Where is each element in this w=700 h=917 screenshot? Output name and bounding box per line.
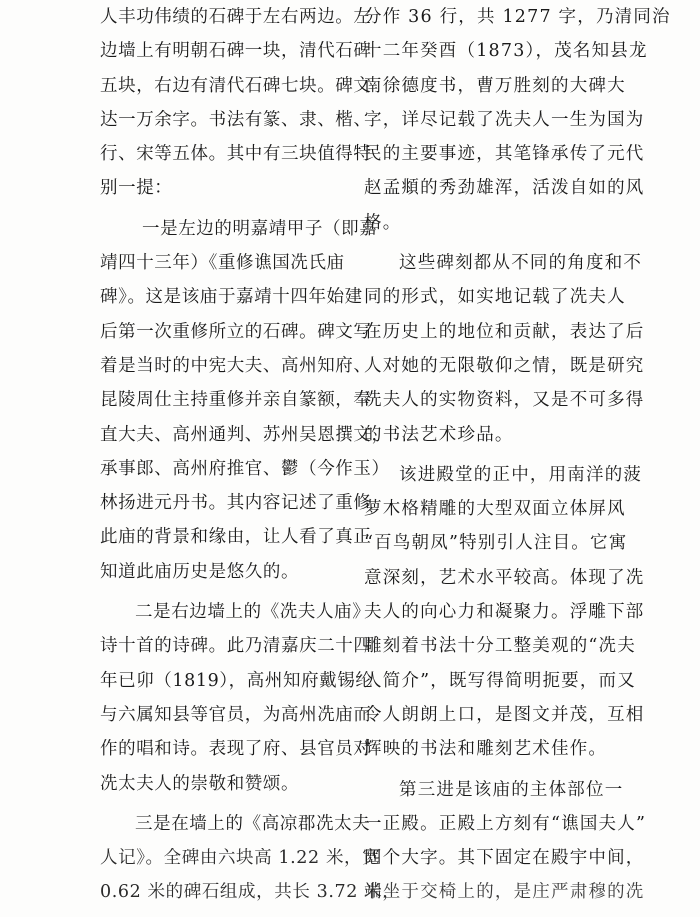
text-line: 在历史上的地位和贡献，表达了后 — [364, 321, 645, 342]
text-line: 昆陵周仕主持重修并亲自篆额，奉 — [100, 390, 372, 411]
text-line: 着是当时的中宪大夫、高州知府、 — [100, 355, 372, 376]
text-line: 直大夫、高州通判、苏州吴恩撰文， — [100, 424, 390, 445]
text-line: 格。 — [364, 212, 402, 233]
text-line: 达一万余字。书法有篆、隶、楷、 — [100, 109, 372, 130]
paragraph-start-line: 该进殿堂的正中，用南洋的菠 — [399, 464, 643, 485]
text-line: 此庙的背景和缘由，让人看了真正 — [100, 527, 372, 548]
text-line: 冼夫人的实物资料，又是不可多得 — [364, 390, 645, 411]
text-line: 0.62 米的碑石组成，共长 3.72 米， — [100, 882, 401, 903]
text-line: 夫人的向心力和凝聚力。浮雕下部 — [364, 602, 645, 623]
text-line: 令人朗朗上口，是图文并茂，互相 — [364, 704, 645, 725]
text-line: 冼太夫人的崇敬和赞颂。 — [100, 773, 300, 794]
paragraph-start-line: 这些碑刻都从不同的角度和不 — [399, 253, 643, 274]
text-line: 辉映的书法和雕刻艺术佳作。 — [364, 739, 608, 760]
right-text-column — [364, 0, 671, 910]
text-line: 知道此庙历史是悠久的。 — [100, 561, 300, 582]
text-line: 作的唱和诗。表现了府、县官员对 — [100, 739, 372, 760]
text-line: 边墙上有明朝石碑一块，清代石碑 — [100, 41, 372, 62]
text-line: 林扬进元丹书。其内容记述了重修 — [100, 493, 372, 514]
paragraph-start-line: 三是在墙上的《高凉郡冼太夫 — [135, 813, 371, 834]
paragraph-start-line: 二是右边墙上的《冼夫人庙》 — [135, 602, 371, 623]
text-line: 年已卯（1819），高州知府戴锡纶 — [100, 670, 374, 691]
text-line: 的书法艺术珍品。 — [364, 424, 514, 445]
text-line: 人丰功伟绩的石碑于左右两边。左 — [100, 7, 372, 27]
text-line: 人记》。全碑由六块高 1.22 米，宽 — [100, 848, 381, 869]
paragraph-start-line: 第三进是该庙的主体部位一 — [399, 779, 624, 800]
text-line: 萝木格精雕的大型双面立体屏风 — [364, 499, 626, 520]
text-line: 字，详尽记载了冼夫人一生为国为 — [364, 109, 645, 130]
text-line: 赵孟頫的秀劲雄浑，活泼自如的风 — [364, 178, 645, 199]
text-line: 雕刻着书法十分工整美观的“冼夫 — [364, 636, 636, 657]
text-line: 十二年癸酉（1873），茂名知县龙 — [364, 41, 648, 62]
text-line: 民的主要事迹，其笔锋承传了元代 — [364, 144, 645, 165]
text-line: “百鸟朝凤”特别引人注目。它寓 — [364, 533, 628, 554]
text-line: 分作 36 行，共 1277 字，乃清同治 — [364, 7, 671, 27]
text-line: 人简介”，既写得简明扼要，而又 — [364, 670, 636, 691]
left-text-column — [100, 0, 401, 910]
text-line: 意深刻，艺术水平较高。体现了冼 — [364, 567, 645, 588]
text-line: 同的形式，如实地记载了冼夫人 — [364, 287, 626, 308]
text-line: 与六属知县等官员，为高州冼庙而 — [100, 704, 372, 725]
text-line: 靖四十三年）《重修谯国冼氏庙 — [100, 253, 345, 274]
paragraph-start-line: 一是左边的明嘉靖甲子（即嘉 — [142, 218, 378, 239]
text-line: 后第一次重修所立的石碑。碑文写 — [100, 321, 372, 342]
text-line: 南徐德度书，曹万胜刻的大碑大 — [364, 75, 626, 96]
text-line: 人对她的无限敬仰之情，既是研究 — [364, 355, 645, 376]
text-line: 承事郎、高州府推官、鬱（今作玉） — [100, 458, 390, 479]
text-line: 四个大字。其下固定在殿宇中间， — [364, 848, 645, 869]
text-line: 诗十首的诗碑。此乃清嘉庆二十四 — [100, 636, 372, 657]
text-line: 碑》。这是该庙于嘉靖十四年始建 — [100, 287, 363, 308]
text-line: 别一提： — [100, 178, 173, 199]
text-line: 五块，右边有清代石碑七块。碑文 — [100, 75, 372, 96]
text-line: 行、宋等五体。其中有三块值得特 — [100, 144, 372, 165]
text-line: 一正殿。正殿上方刻有“谯国夫人” — [364, 813, 647, 834]
text-line: 端坐于交椅上的，是庄严肃穆的冼 — [364, 882, 645, 903]
